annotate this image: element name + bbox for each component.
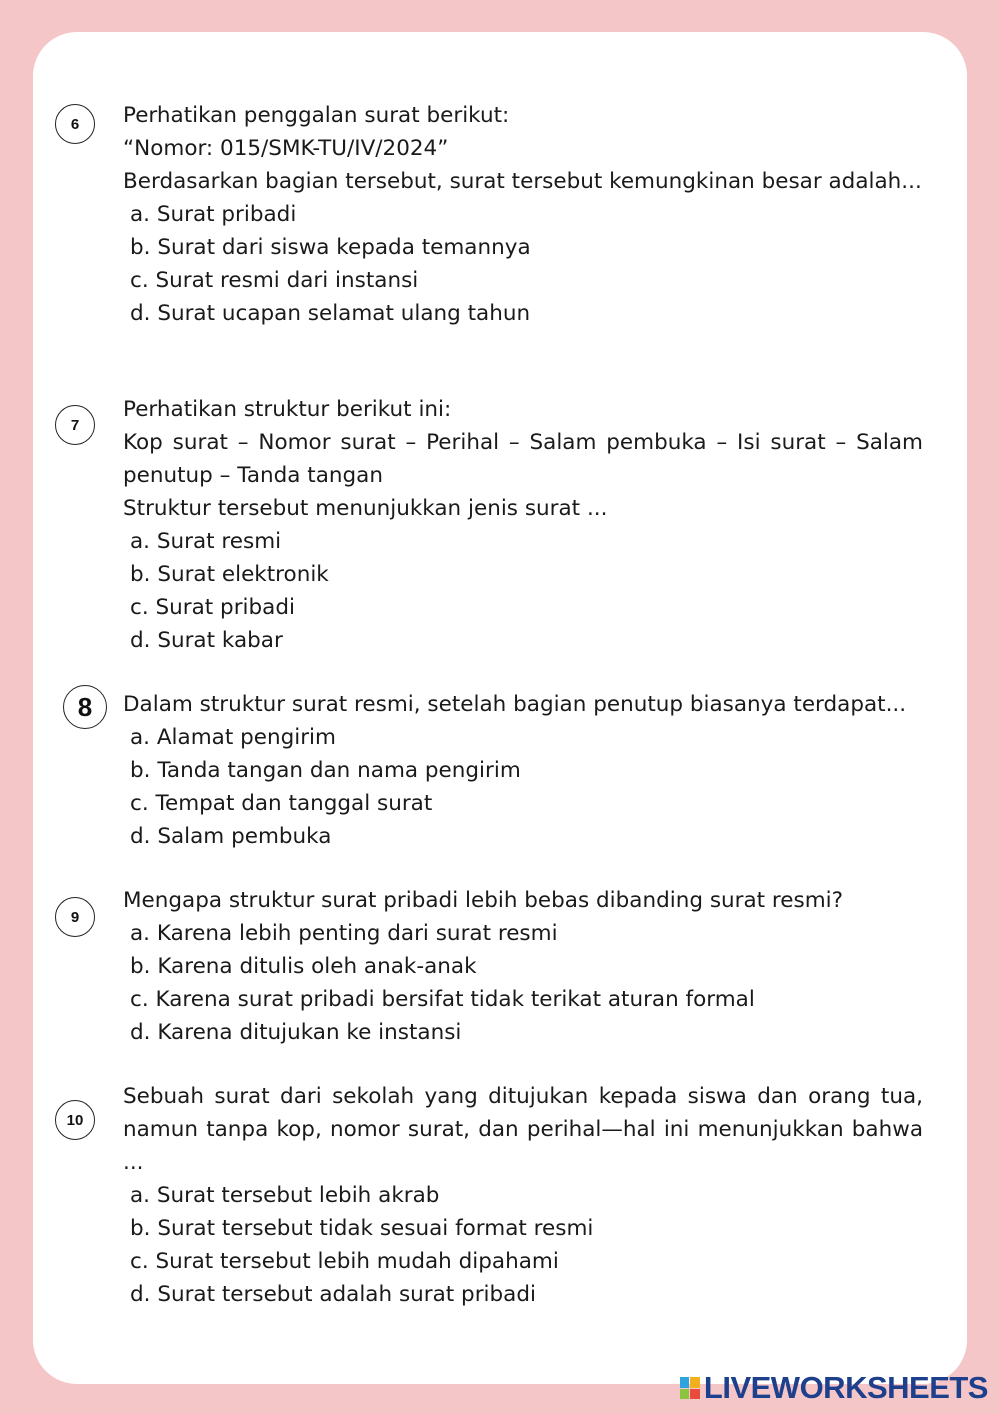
worksheet-page <box>33 32 967 1384</box>
brand-name: LIVEWORKSHEETS <box>703 1370 988 1405</box>
question-number-badge: 6 <box>55 104 95 144</box>
question-number-badge: 8 <box>63 685 107 729</box>
question-structure: Kop surat – Nomor surat – Perihal – Salam pembuka – Isi surat – Salam penutup – Tanda tangan <box>123 430 923 488</box>
question-text: Perhatikan struktur berikut ini: <box>123 397 452 422</box>
liveworksheets-logo-icon <box>680 1377 700 1399</box>
answer-option-b[interactable]: b. Tanda tangan dan nama pengirim <box>130 758 521 783</box>
answer-option-b[interactable]: b. Karena ditulis oleh anak-anak <box>130 954 477 979</box>
question-text: Sebuah surat dari sekolah yang ditujukan kepada siswa dan orang tua, namun tanpa kop, nomor surat, dan perihal—hal ini menunjukkan bahwa ... <box>123 1084 923 1175</box>
answer-option-d[interactable]: d. Salam pembuka <box>130 824 332 849</box>
question-number-badge: 9 <box>55 897 95 937</box>
answer-option-c[interactable]: c. Surat resmi dari instansi <box>130 268 419 293</box>
answer-option-c[interactable]: c. Surat tersebut lebih mudah dipahami <box>130 1249 559 1274</box>
question-prompt: Berdasarkan bagian tersebut, surat tersebut kemungkinan besar adalah... <box>123 169 922 194</box>
liveworksheets-logo[interactable] <box>680 1370 988 1406</box>
answer-option-d[interactable]: d. Surat ucapan selamat ulang tahun <box>130 301 531 326</box>
question-text: Dalam struktur surat resmi, setelah bagian penutup biasanya terdapat... <box>123 692 907 717</box>
answer-option-c[interactable]: c. Tempat dan tanggal surat <box>130 791 433 816</box>
answer-option-d[interactable]: d. Karena ditujukan ke instansi <box>130 1020 462 1045</box>
answer-option-a[interactable]: a. Surat tersebut lebih akrab <box>130 1183 440 1208</box>
question-text: Perhatikan penggalan surat berikut: <box>123 103 510 128</box>
question-text: Mengapa struktur surat pribadi lebih bebas dibanding surat resmi? <box>123 888 844 913</box>
answer-option-b[interactable]: b. Surat elektronik <box>130 562 329 587</box>
answer-option-b[interactable]: b. Surat tersebut tidak sesuai format resmi <box>130 1216 594 1241</box>
answer-option-c[interactable]: c. Surat pribadi <box>130 595 295 620</box>
answer-option-b[interactable]: b. Surat dari siswa kepada temannya <box>130 235 531 260</box>
question-number-badge: 7 <box>55 405 95 445</box>
answer-option-d[interactable]: d. Surat tersebut adalah surat pribadi <box>130 1282 536 1307</box>
question-quote: “Nomor: 015/SMK-TU/IV/2024” <box>123 136 449 161</box>
question-prompt: Struktur tersebut menunjukkan jenis surat ... <box>123 496 608 521</box>
answer-option-a[interactable]: a. Alamat pengirim <box>130 725 336 750</box>
answer-option-a[interactable]: a. Surat pribadi <box>130 202 297 227</box>
question-number-badge: 10 <box>55 1100 95 1140</box>
answer-option-a[interactable]: a. Surat resmi <box>130 529 282 554</box>
answer-option-a[interactable]: a. Karena lebih penting dari surat resmi <box>130 921 558 946</box>
answer-option-c[interactable]: c. Karena surat pribadi bersifat tidak terikat aturan formal <box>130 987 755 1012</box>
answer-option-d[interactable]: d. Surat kabar <box>130 628 283 653</box>
